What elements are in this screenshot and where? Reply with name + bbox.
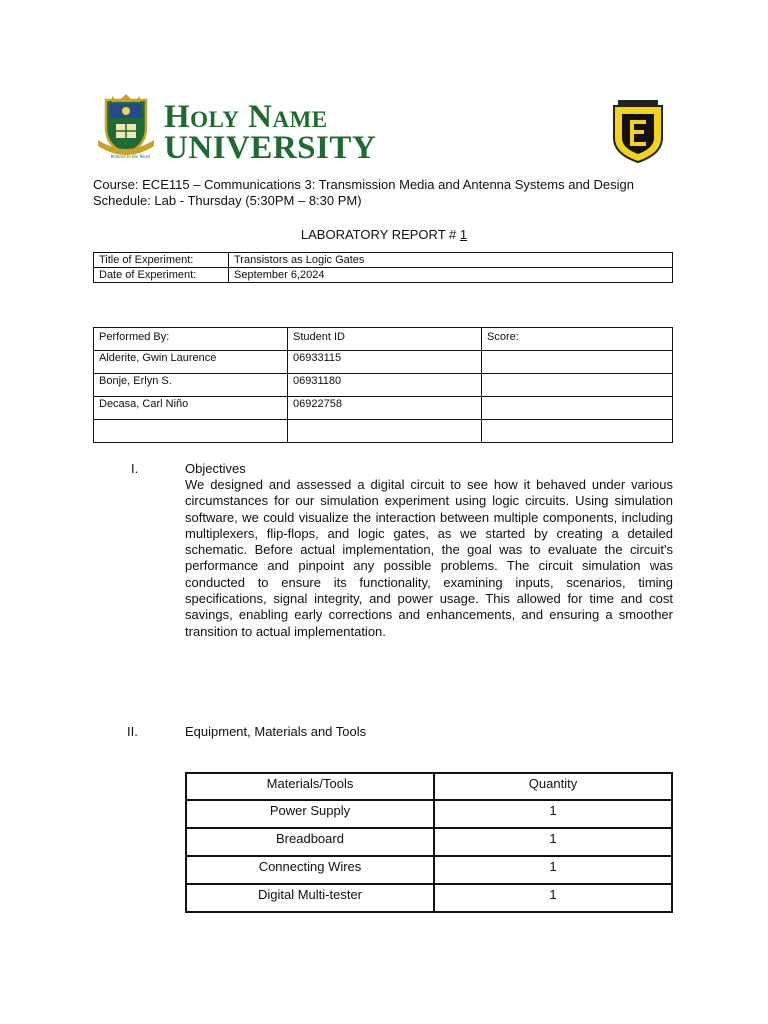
table-row [94,351,673,374]
university-name-line1: Holy Name [164,99,328,135]
material-name: Connecting Wires [186,856,434,884]
table-row [94,268,673,283]
header-score: Score: [482,328,673,351]
member-score [482,397,673,420]
material-name: Breadboard [186,828,434,856]
section-heading-equipment: Equipment, Materials and Tools [185,724,367,739]
header-materials: Materials/Tools [186,773,434,800]
member-name: Bonje, Erlyn S. [94,374,288,397]
date-value: September 6,2024 [229,268,673,283]
table-row [186,856,672,884]
member-score [482,420,673,443]
course-line: Course: ECE115 – Communications 3: Transmission Media and Antenna Systems and Design [93,177,634,192]
material-qty: 1 [434,800,672,828]
material-qty: 1 [434,828,672,856]
objectives-body: We designed and assessed a digital circuit to see how it behaved under various circumstances for our simulation experiment using logic circuits. Using simulation software, we could visualize the interaction between multiple components, including multiplexers, flip-flops, and logic gates, as we started by creating a detailed schematic. Before actual implementation, the goal was to evaluate the circuit's performance and pinpoint any possible problems. The circuit simulation was conducted to ensure its functionality, examining inputs, scenarios, timing specifications, signal integrity, and power usage. This allowed for time and cost savings, enabling early corrections and enhancements, and ensuring a smoother transition to actual implementation. [185,477,673,639]
materials-table [185,772,673,913]
section-numeral-objectives: I. [131,461,139,476]
table-row [186,800,672,828]
material-qty: 1 [434,884,672,912]
header-performed-by: Performed By: [94,328,288,351]
schedule-line: Schedule: Lab - Thursday (5:30PM – 8:30 PM) [93,193,362,208]
section-numeral-equipment: II. [127,724,138,739]
table-row [94,397,673,420]
seal-motto: Witness to the Word [110,155,150,160]
member-id [288,420,482,443]
table-row [186,828,672,856]
report-number: 1 [459,227,468,242]
member-id: 06931180 [288,374,482,397]
material-name: Digital Multi-tester [186,884,434,912]
materials-header-row [186,773,672,800]
table-row [94,420,673,443]
member-score [482,374,673,397]
university-seal [96,94,156,162]
material-name: Power Supply [186,800,434,828]
header-quantity: Quantity [434,773,672,800]
member-name: Alderite, Gwin Laurence [94,351,288,374]
member-id: 06922758 [288,397,482,420]
date-label: Date of Experiment: [94,268,229,283]
table-row [94,253,673,268]
report-title [0,227,768,243]
members-header-row [94,328,673,351]
header-student-id: Student ID [288,328,482,351]
member-name: Decasa, Carl Niño [94,397,288,420]
material-qty: 1 [434,856,672,884]
title-value: Transistors as Logic Gates [229,253,673,268]
members-table [93,327,673,443]
table-row [186,884,672,912]
member-score [482,351,673,374]
section-heading-objectives: Objectives [185,461,246,476]
university-name-line2: UNIVERSITY [164,130,377,166]
member-id: 06933115 [288,351,482,374]
report-title-prefix: LABORATORY REPORT # [300,227,460,242]
title-label: Title of Experiment: [94,253,229,268]
member-name [94,420,288,443]
experiment-info-table [93,252,673,283]
table-row [94,374,673,397]
college-logo [608,98,668,164]
